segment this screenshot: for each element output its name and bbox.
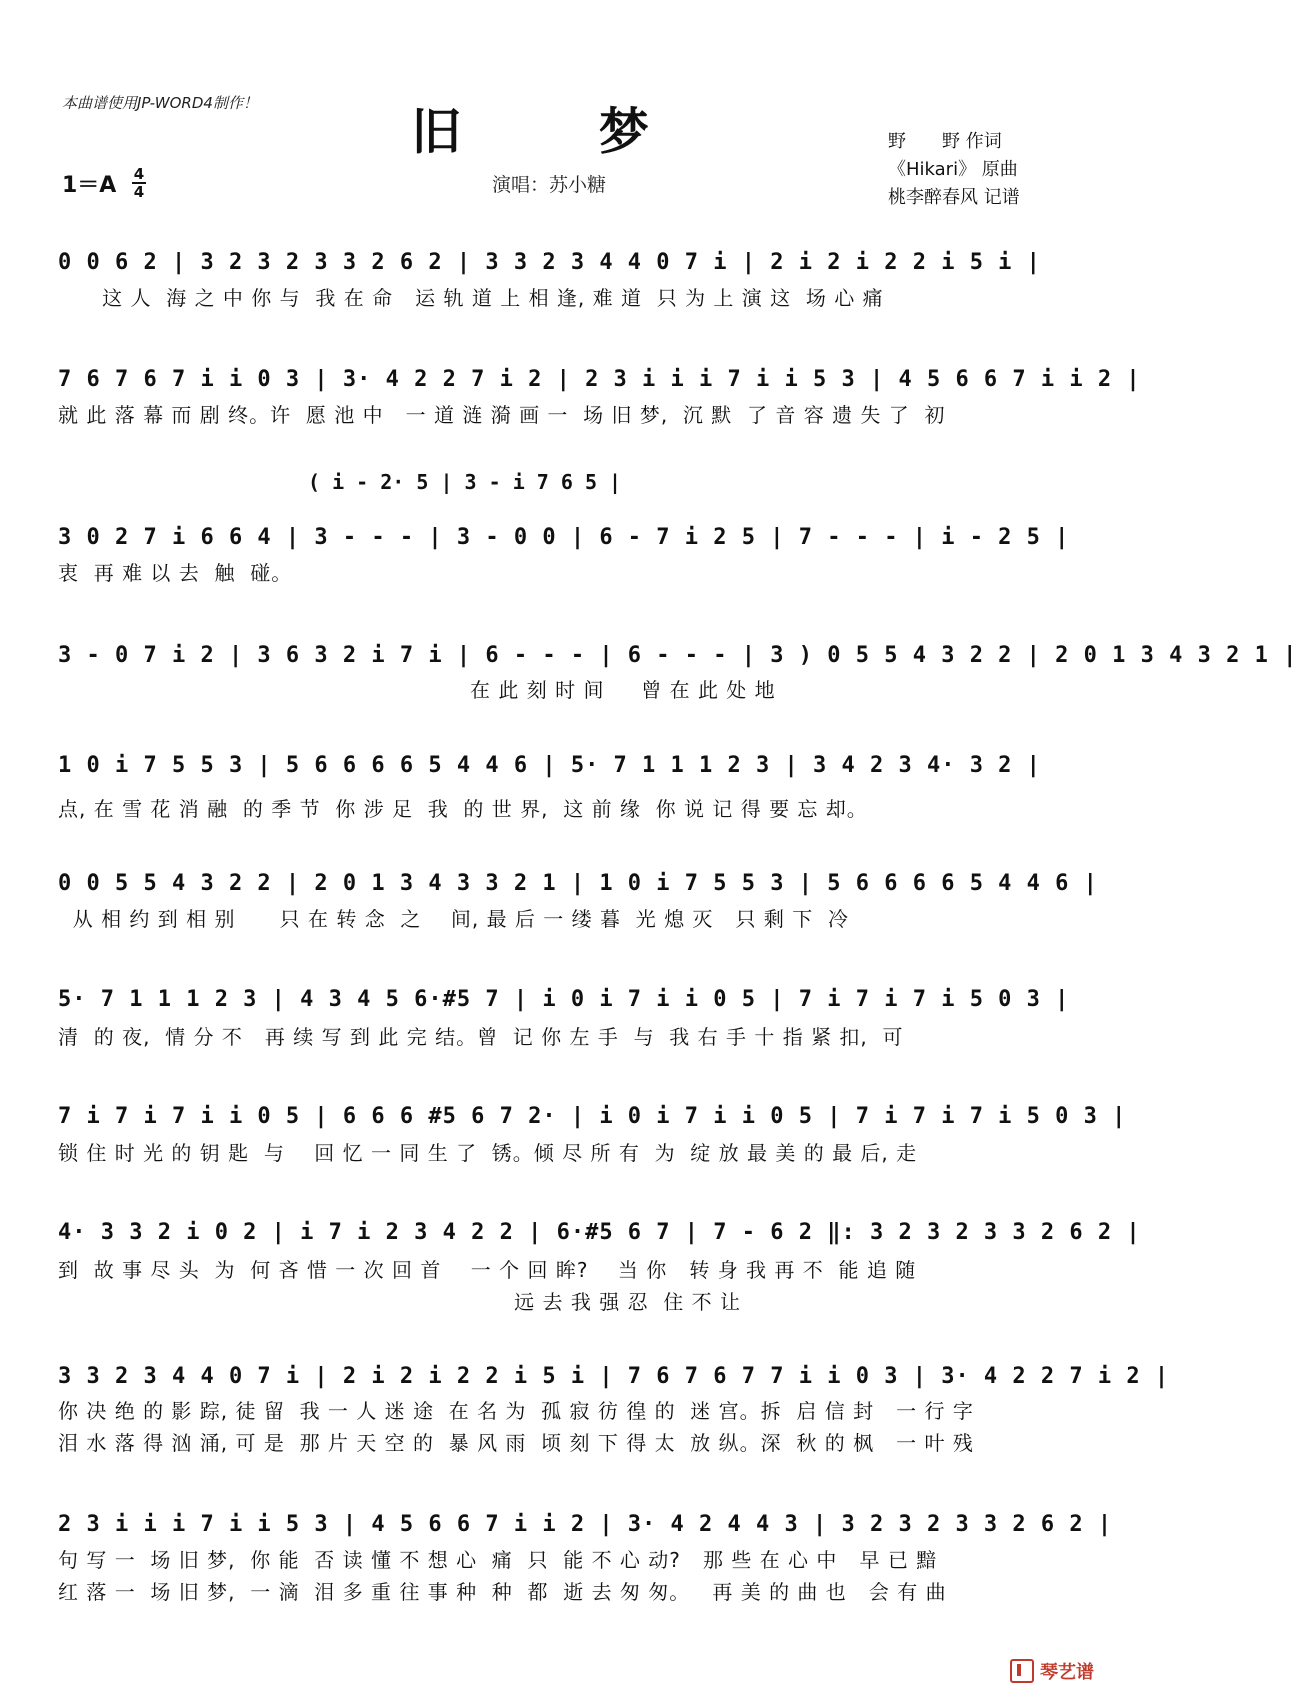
- prelude-line: ( i - 2· 5 | 3 - i 7 6 5 |: [308, 470, 622, 494]
- notation-line: 3 3 2 3 4 4 0 7 i | 2 i 2 i 2 2 i 5 i | 7 6 7 6 7 7 i i 0 3 | 3· 4 2 2 7 i 2 |: [58, 1364, 1170, 1389]
- lyric-line: 从 相 约 到 相 别 只 在 转 念 之 间, 最 后 一 缕 暮 光 熄 灭 只 剩 下 冷: [58, 907, 849, 931]
- notation-line: 7 i 7 i 7 i i 0 5 | 6 6 6 #5 6 7 2· | i 0 i 7 i i 0 5 | 7 i 7 i 7 i 5 0 3 |: [58, 1104, 1127, 1129]
- notation-line: 5· 7 1 1 1 2 3 | 4 3 4 5 6·#5 7 | i 0 i 7 i i 0 5 | 7 i 7 i 7 i 5 0 3 |: [58, 987, 1070, 1012]
- lyric-line: 点, 在 雪 花 消 融 的 季 节 你 涉 足 我 的 世 界, 这 前 缘 你 说 记 得 要 忘 却。: [58, 797, 868, 821]
- site-logo: [1010, 1658, 1094, 1684]
- lyric-line-verse-2: 泪 水 落 得 汹 涌, 可 是 那 片 天 空 的 暴 风 雨 顷 刻 下 得 太 放 纵。深 秋 的 枫 一 叶 残: [58, 1431, 974, 1455]
- singer-credit: 演唱：苏小糖: [492, 174, 607, 196]
- lyric-line: 衷 再 难 以 去 触 碰。: [58, 561, 293, 585]
- software-note: 本曲谱使用JP-WORD4制作！: [62, 94, 258, 112]
- notation-line: 3 0 2 7 i 6 6 4 | 3 - - - | 3 - 0 0 | 6 - 7 i 2 5 | 7 - - - | i - 2 5 |: [58, 525, 1070, 550]
- lyric-line: 锁 住 时 光 的 钥 匙 与 回 忆 一 同 生 了 锈。倾 尽 所 有 为 绽 放 最 美 的 最 后, 走: [58, 1141, 918, 1165]
- logo-text: 琴艺谱: [1040, 1662, 1094, 1683]
- notation-line: 2 3 i i i 7 i i 5 3 | 4 5 6 6 7 i i 2 | 3· 4 2 4 4 3 | 3 2 3 2 3 3 2 6 2 |: [58, 1512, 1113, 1537]
- lyric-line-verse-2: 远 去 我 强 忍 住 不 让: [58, 1290, 742, 1314]
- notation-line: 4· 3 3 2 i 0 2 | i 7 i 2 3 4 2 2 | 6·#5 6 7 | 7 - 6 2 ‖: 3 2 3 2 3 3 2 6 2 |: [58, 1220, 1141, 1245]
- song-title: 旧 梦: [411, 103, 709, 161]
- lyric-line: 在 此 刻 时 间 曾 在 此 处 地: [58, 678, 776, 702]
- lyric-line: 你 决 绝 的 影 踪, 徒 留 我 一 人 迷 途 在 名 为 孤 寂 彷 徨 的 迷 宫。拆 启 信 封 一 行 字: [58, 1399, 974, 1423]
- lyric-line-verse-2: 红 落 一 场 旧 梦, 一 滴 泪 多 重 往 事 种 种 都 逝 去 匆 匆。 再 美 的 曲 也 会 有 曲: [58, 1580, 947, 1604]
- key-signature: 1＝A: [62, 173, 117, 198]
- lyric-line: 清 的 夜, 情 分 不 再 续 写 到 此 完 结。曾 记 你 左 手 与 我 右 手 十 指 紧 扣, 可: [58, 1025, 904, 1049]
- lyric-line: 这 人 海 之 中 你 与 我 在 命 运 轨 道 上 相 逢, 难 道 只 为 上 演 这 场 心 痛: [58, 286, 884, 310]
- transcriber-credit: 桃李醉春风 记谱: [888, 187, 1020, 208]
- notation-line: 7 6 7 6 7 i i 0 3 | 3· 4 2 2 7 i 2 | 2 3 i i i 7 i i 5 3 | 4 5 6 6 7 i i 2 |: [58, 367, 1141, 392]
- composer-credit: 《Hikari》 原曲: [888, 159, 1018, 180]
- notation-line: 0 0 6 2 | 3 2 3 2 3 3 2 6 2 | 3 3 2 3 4 4 0 7 i | 2 i 2 i 2 2 i 5 i |: [58, 250, 1041, 275]
- credits-block: [888, 128, 1020, 212]
- time-signature-top: 4: [133, 165, 145, 183]
- logo-icon: [1010, 1659, 1034, 1683]
- time-signature: [132, 166, 146, 200]
- lyric-line: 就 此 落 幕 而 剧 终。许 愿 池 中 一 道 涟 漪 画 一 场 旧 梦, 沉 默 了 音 容 遗 失 了 初: [58, 403, 946, 427]
- time-signature-bottom: 4: [133, 183, 145, 201]
- notation-line: 1 0 i 7 5 5 3 | 5 6 6 6 6 5 4 4 6 | 5· 7 1 1 1 2 3 | 3 4 2 3 4· 3 2 |: [58, 753, 1041, 778]
- lyric-line: 句 写 一 场 旧 梦, 你 能 否 读 懂 不 想 心 痛 只 能 不 心 动? 那 些 在 心 中 早 已 黯: [58, 1548, 938, 1572]
- notation-line: 0 0 5 5 4 3 2 2 | 2 0 1 3 4 3 3 2 1 | 1 0 i 7 5 5 3 | 5 6 6 6 6 5 4 4 6 |: [58, 871, 1098, 896]
- lyricist-credit: 野 野 作词: [888, 131, 1002, 152]
- notation-line: 3 - 0 7 i 2 | 3 6 3 2 i 7 i | 6 - - - | 6 - - - | 3 ) 0 5 5 4 3 2 2 | 2 0 1 3 4 3 2 1 |: [58, 643, 1297, 668]
- lyric-line: 到 故 事 尽 头 为 何 吝 惜 一 次 回 首 一 个 回 眸? 当 你 转 身 我 再 不 能 追 随: [58, 1258, 917, 1282]
